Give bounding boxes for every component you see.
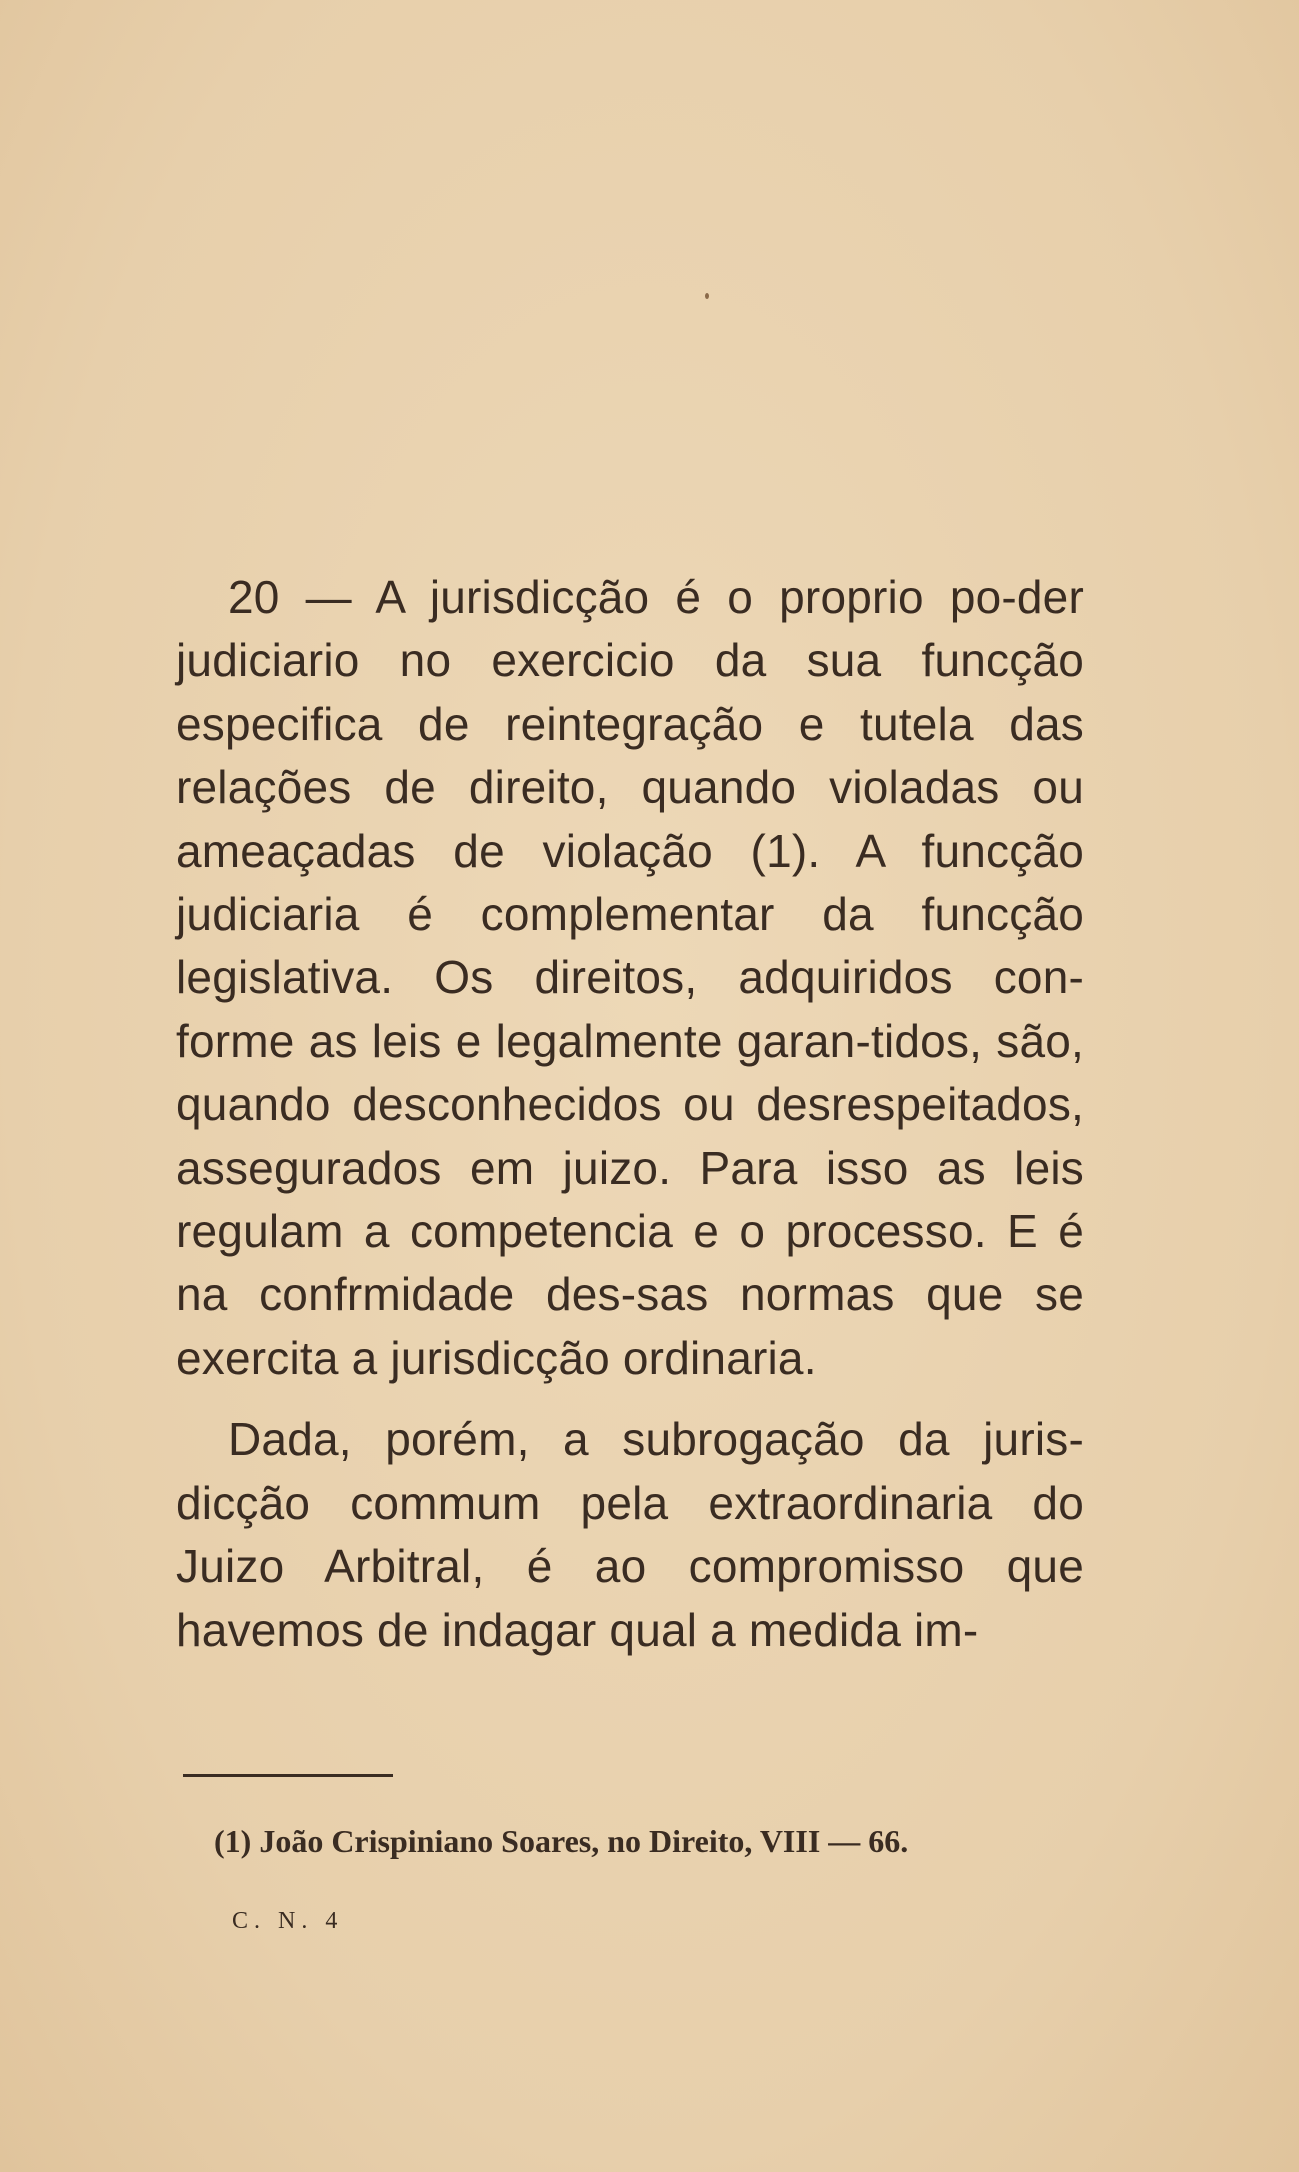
ink-speck — [705, 293, 709, 299]
printer-signature: C. N. 4 — [232, 1908, 344, 1934]
footnote-divider — [183, 1774, 393, 1777]
footnote: (1) João Crispiniano Soares, no Direito, VIII — 66. — [214, 1823, 909, 1859]
body-text — [176, 566, 1084, 1662]
paragraph-1: 20 — A jurisdicção é o proprio po-der judiciario no exercicio da sua funcção especifica de reintegração e tutela das relações de direito, quando violadas ou ameaçadas de violação (1). A funcção judiciaria é complementar da funcção legislativa. Os direitos, adquiridos con-forme as leis e legalmente garan-tidos, são, quando desconhecidos ou desrespeitados, assegurados em juizo. Para isso as leis regulam a competencia e o processo. E é na confrmidade des-sas normas que se exercita a jurisdicção ordinaria. — [176, 571, 1084, 1384]
paragraph-2: Dada, porém, a subrogação da juris-dicção commum pela extraordinaria do Juizo Arbitral, é ao compromisso que havemos de indagar qual a medida im- — [176, 1413, 1084, 1656]
